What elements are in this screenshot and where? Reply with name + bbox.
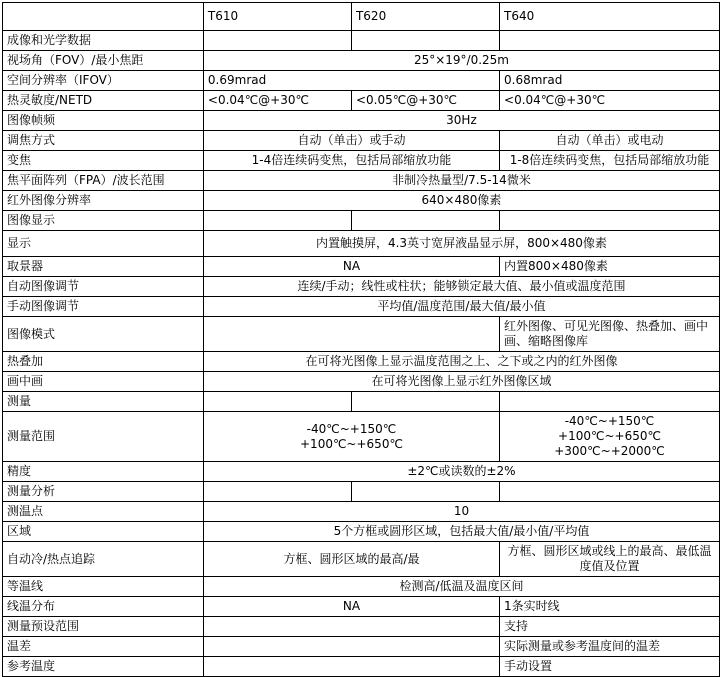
range-line: +100℃~+650℃ [300, 436, 403, 451]
range-line: -40℃~+150℃ [564, 414, 655, 428]
table-row-measurement-range [3, 412, 720, 462]
row-value-right: 支持 [500, 617, 720, 637]
table-row-focus-mode [3, 131, 720, 151]
row-value-left: 0.69mrad [203, 71, 499, 91]
table-body [3, 3, 720, 677]
row-value-empty [203, 637, 499, 657]
row-value: ±2℃或读数的±2% [203, 462, 719, 482]
row-value-right: 0.68mrad [500, 71, 720, 91]
row-value: 在可将光图像上显示红外图像区域 [203, 372, 719, 392]
row-label: 测量范围 [3, 412, 204, 462]
row-value-left: NA [203, 257, 499, 277]
row-label: 视场角（FOV）/最小焦距 [3, 51, 204, 71]
header-cell-t640: T640 [500, 3, 720, 31]
row-value-left: 方框、圆形区域的最高/最 [203, 542, 499, 577]
row-value-t610: <0.04℃@+30℃ [203, 91, 351, 111]
row-label: 红外图像分辨率 [3, 191, 204, 211]
row-label: 取景器 [3, 257, 204, 277]
table-row-ir-resolution [3, 191, 720, 211]
row-value-empty [351, 392, 499, 412]
row-label: 热叠加 [3, 352, 204, 372]
row-value-empty [500, 211, 720, 231]
table-row-delta-t [3, 637, 720, 657]
row-value-empty [203, 657, 499, 677]
row-value-right: 1条实时线 [500, 597, 720, 617]
row-value-right: 实际测量或参考温度间的温差 [500, 637, 720, 657]
row-value: 25°×19°/0.25m [203, 51, 719, 71]
row-label: 线温分布 [3, 597, 204, 617]
row-value: 内置触摸屏，4.3英寸宽屏液晶显示屏，800×480像素 [203, 231, 719, 257]
row-value-empty [500, 31, 720, 51]
row-value: 30Hz [203, 111, 719, 131]
row-value-right: 1-8倍连续码变焦，包括局部缩放功能 [500, 151, 720, 171]
table-row-picture-in-picture [3, 372, 720, 392]
row-value-empty [203, 211, 351, 231]
row-value-empty [351, 31, 499, 51]
row-value-empty [203, 482, 351, 502]
table-row-ifov [3, 71, 720, 91]
table-row-manual-adjust [3, 297, 720, 317]
row-value-right: 内置800×480像素 [500, 257, 720, 277]
row-label: 热灵敏度/NETD [3, 91, 204, 111]
row-label: 图像模式 [3, 317, 204, 352]
row-label: 区域 [3, 522, 204, 542]
table-row-display [3, 231, 720, 257]
table-row-frame-rate [3, 111, 720, 131]
row-label: 等温线 [3, 577, 204, 597]
row-value: 检测高/低温及温度区间 [203, 577, 719, 597]
table-row-fpa [3, 171, 720, 191]
row-value-empty [500, 392, 720, 412]
table-row-netd [3, 91, 720, 111]
row-value: 10 [203, 502, 719, 522]
row-label: 变焦 [3, 151, 204, 171]
row-value-t640: <0.04℃@+30℃ [500, 91, 720, 111]
table-row-section-display [3, 211, 720, 231]
row-value: 640×480像素 [203, 191, 719, 211]
row-value-left [203, 412, 499, 462]
row-value-empty [203, 392, 351, 412]
row-label: 调焦方式 [3, 131, 204, 151]
row-label: 画中画 [3, 372, 204, 392]
row-value-right [500, 412, 720, 462]
table-row-reference-temp [3, 657, 720, 677]
range-line: -40℃~+150℃ [306, 421, 397, 436]
row-label: 测温点 [3, 502, 204, 522]
table-row-line-profile [3, 597, 720, 617]
row-value-empty [203, 317, 499, 352]
row-label: 测量分析 [3, 482, 204, 502]
row-label: 手动图像调节 [3, 297, 204, 317]
table-row-image-mode [3, 317, 720, 352]
row-value-empty [500, 482, 720, 502]
row-label: 温差 [3, 637, 204, 657]
row-value-empty [351, 211, 499, 231]
row-value: 连续/手动；线性或柱状；能够锁定最大值、最小值或温度范围 [203, 277, 719, 297]
table-row-areas [3, 522, 720, 542]
spec-sheet-page [0, 2, 723, 673]
row-label: 测量预设范围 [3, 617, 204, 637]
header-cell-blank [3, 3, 204, 31]
table-row-viewfinder [3, 257, 720, 277]
row-label: 图像帧频 [3, 111, 204, 131]
row-value-empty [351, 482, 499, 502]
table-row-hot-cold-tracking [3, 542, 720, 577]
header-cell-t610: T610 [203, 3, 351, 31]
table-row-spot-meters [3, 502, 720, 522]
table-row-section-analysis [3, 482, 720, 502]
table-row-header [3, 3, 720, 31]
row-value-left: 1-4倍连续码变焦，包括局部缩放功能 [203, 151, 499, 171]
row-label: 显示 [3, 231, 204, 257]
table-row-auto-adjust [3, 277, 720, 297]
row-label: 图像显示 [3, 211, 204, 231]
row-value-left: NA [203, 597, 499, 617]
table-row-isotherm [3, 577, 720, 597]
table-row-accuracy [3, 462, 720, 482]
row-label: 参考温度 [3, 657, 204, 677]
row-value-right: 红外图像、可见光图像、热叠加、画中画、缩略图像库 [500, 317, 720, 352]
range-line: +100℃~+650℃ [558, 429, 661, 443]
row-value-empty [203, 31, 351, 51]
row-label: 成像和光学数据 [3, 31, 204, 51]
table-row-section-measurement [3, 392, 720, 412]
row-value-right: 手动设置 [500, 657, 720, 677]
row-label: 精度 [3, 462, 204, 482]
table-row-fov [3, 51, 720, 71]
specification-table [2, 2, 720, 677]
row-label: 自动冷/热点追踪 [3, 542, 204, 577]
row-label: 测量 [3, 392, 204, 412]
range-line: +300℃~+2000℃ [554, 444, 665, 458]
table-row-thermal-fusion [3, 352, 720, 372]
row-value: 在可将光图像上显示温度范围之上、之下或之内的红外图像 [203, 352, 719, 372]
row-value: 5个方框或圆形区域，包括最大值/最小值/平均值 [203, 522, 719, 542]
row-value-empty [203, 617, 499, 637]
row-label: 焦平面阵列（FPA）/波长范围 [3, 171, 204, 191]
table-row-section-imaging [3, 31, 720, 51]
row-value-right: 自动（单击）或电动 [500, 131, 720, 151]
row-value: 平均值/温度范围/最大值/最小值 [203, 297, 719, 317]
row-label: 空间分辨率（IFOV） [3, 71, 204, 91]
row-value-t620: <0.05℃@+30℃ [351, 91, 499, 111]
table-row-preset-range [3, 617, 720, 637]
table-row-zoom [3, 151, 720, 171]
row-label: 自动图像调节 [3, 277, 204, 297]
row-value: 非制冷热量型/7.5-14微米 [203, 171, 719, 191]
header-cell-t620: T620 [351, 3, 499, 31]
row-value-right: 方框、圆形区域或线上的最高、最低温度值及位置 [500, 542, 720, 577]
row-value-left: 自动（单击）或手动 [203, 131, 499, 151]
